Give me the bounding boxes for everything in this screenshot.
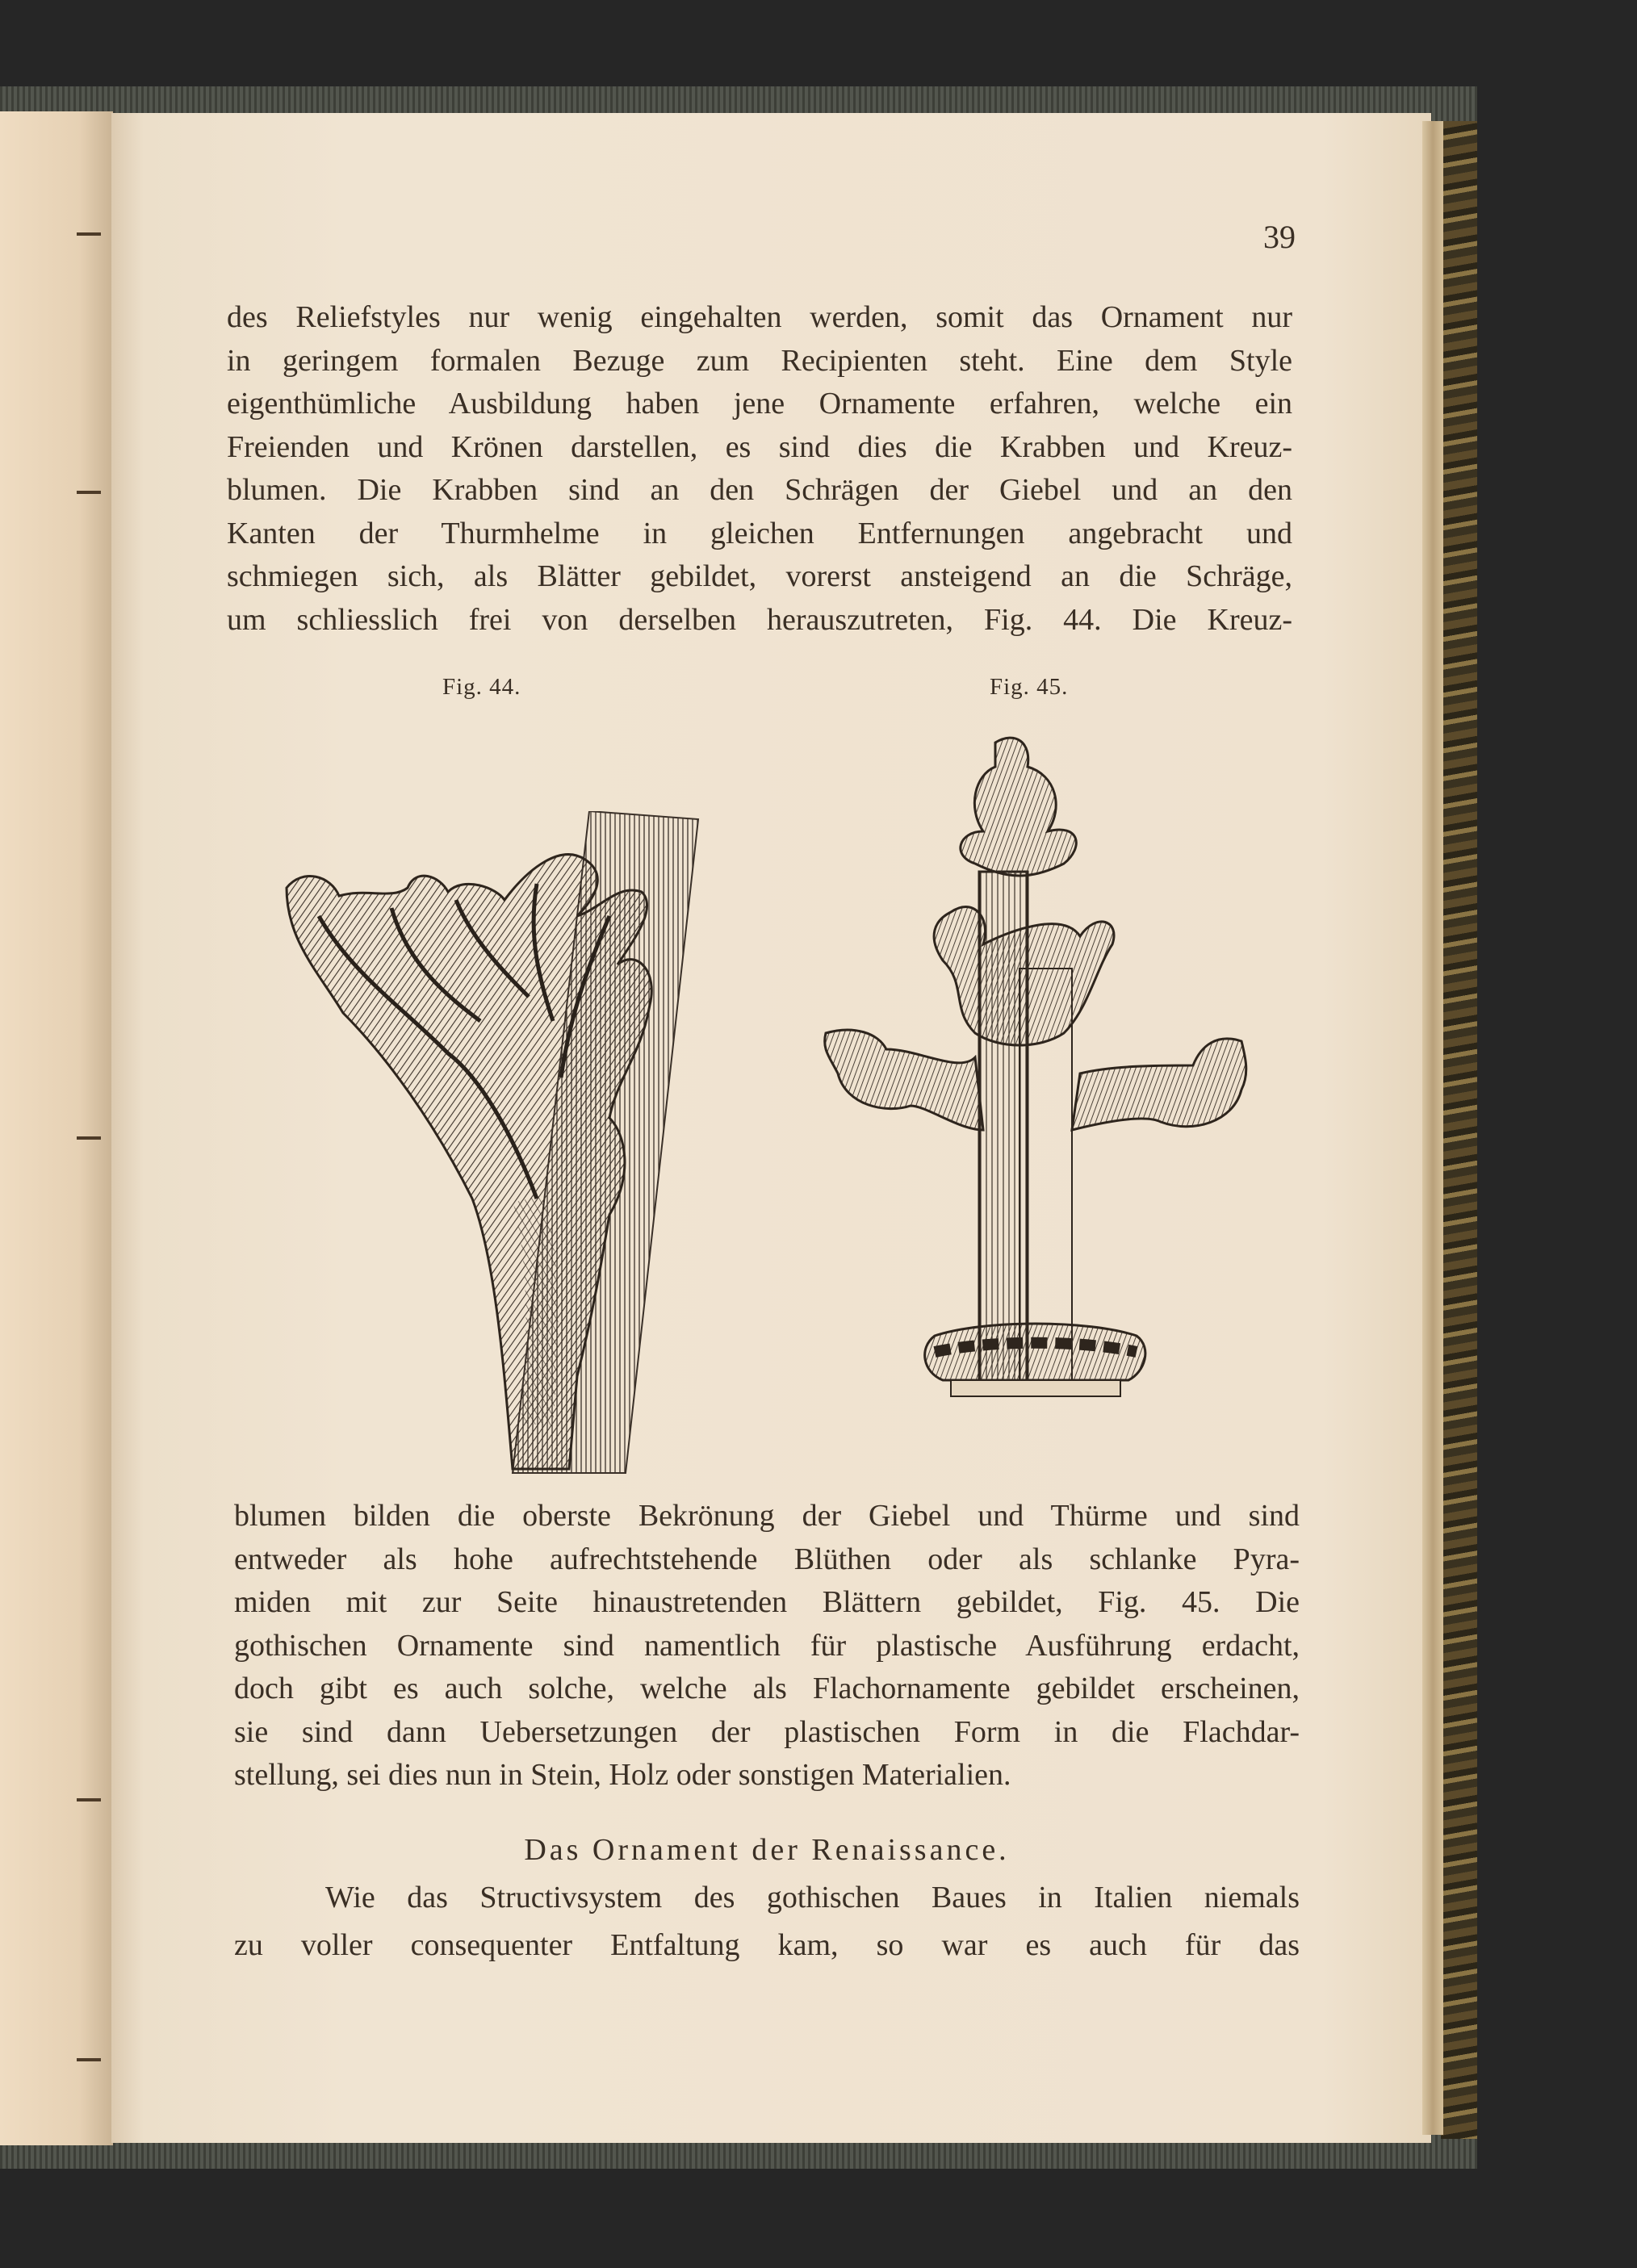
figure-44-caption: Fig. 44. [442,674,521,700]
binding-stitch [77,232,101,236]
text-line: Kanten der Thurmhelme in gleichen Entfernungen angebracht und [227,516,1292,550]
binding-stitch [77,2058,101,2061]
binding-stitch [77,1798,101,1801]
text-line: stellung, sei dies nun in Stein, Holz oder sonstigen Materialien. [234,1758,1011,1792]
text-line: doch gibt es auch solche, welche als Flachornamente gebildet erscheinen, [234,1672,1300,1705]
paragraph-1 [227,296,1292,642]
binding-stitch [77,491,101,494]
figure-45-caption: Fig. 45. [990,674,1069,700]
text-line: in geringem formalen Bezuge zum Recipienten steht. Eine dem Style [227,343,1292,378]
text-line: eigenthümliche Ausbildung haben jene Ornamente erfahren, welche ein [227,387,1292,421]
paragraph-3 [234,1877,1300,1967]
text-line: blumen. Die Krabben sind an den Schrägen der Giebel und an den [227,473,1292,507]
text-line: miden mit zur Seite hinaustretenden Blättern gebildet, Fig. 45. Die [234,1585,1300,1619]
text-line: gothischen Ornamente sind namentlich für plastische Ausführung erdacht, [234,1628,1300,1663]
marbled-cover-edge [1441,121,1477,2139]
binding-stitch [77,1136,101,1140]
paragraph-2 [234,1495,1300,1797]
figure-44-crocket-illustration [270,811,710,1477]
text-line: sie sind dann Uebersetzungen der plastischen Form in die Flachdar- [234,1714,1300,1749]
text-line: zu voller consequenter Entfaltung kam, so war es auch für das [234,1927,1300,1962]
text-line: um schliesslich frei von derselben herauszutreten, Fig. 44. Die Kreuz- [227,602,1292,637]
text-line: schmiegen sich, als Blätter gebildet, vorerst ansteigend an die Schräge, [227,559,1292,593]
text-line: Freienden und Krönen darstellen, es sind dies die Krabben und Kreuz- [227,429,1292,464]
text-line: des Reliefstyles nur wenig eingehalten werden, somit das Ornament nur [227,300,1292,334]
text-line: blumen bilden die oberste Bekrönung der Giebel und Thürme und sind [234,1499,1300,1533]
page-edges [1422,121,1443,2135]
section-heading: Das Ornament der Renaissance. [524,1833,1010,1867]
text-line: entweder als hohe aufrechtstehende Blüthen oder als schlanke Pyra- [234,1542,1300,1576]
text-line: Wie das Structivsystem des gothischen Baues in Italien niemals [325,1881,1300,1914]
figure-45-finial-illustration [822,726,1250,1473]
left-page-edge [0,111,113,2145]
page-number: 39 [1263,219,1296,255]
